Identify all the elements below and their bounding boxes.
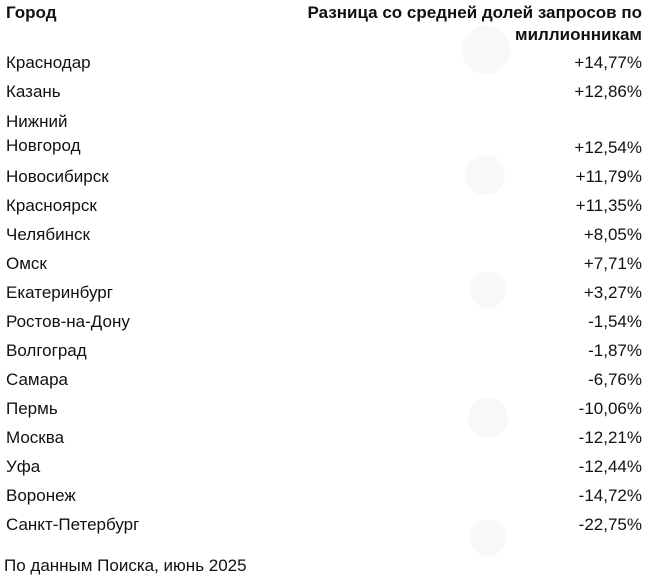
- table-row: [6, 336, 642, 365]
- row-city: Омск: [6, 253, 47, 273]
- row-value: -14,72%: [578, 485, 642, 505]
- table-row: [6, 481, 642, 510]
- table-row: [6, 510, 642, 539]
- row-value: +7,71%: [583, 253, 642, 273]
- row-value: +11,35%: [575, 195, 642, 215]
- table-header-row: [6, 2, 642, 48]
- row-value: -12,21%: [578, 427, 642, 447]
- row-city: Нижний Новгород: [6, 112, 81, 155]
- row-city: Ростов-на-Дону: [6, 311, 130, 331]
- row-value: -1,54%: [588, 311, 642, 331]
- table-row: [6, 249, 642, 278]
- row-value: -6,76%: [588, 369, 642, 389]
- row-city: Москва: [6, 427, 65, 447]
- row-city: Екатеринбург: [6, 282, 113, 302]
- table-row: [6, 307, 642, 336]
- row-city: Уфа: [6, 456, 41, 476]
- table-row: [6, 48, 642, 77]
- row-value: -12,44%: [578, 456, 642, 476]
- source-note: По данным Поиска, июнь 2025: [4, 556, 247, 575]
- table-row: [6, 278, 642, 307]
- table-row: [6, 423, 642, 452]
- table-row: [6, 394, 642, 423]
- row-city: Красноярск: [6, 195, 97, 215]
- city-ranking-table: [6, 2, 642, 539]
- table-row: [6, 365, 642, 394]
- row-city: Воронеж: [6, 485, 76, 505]
- row-value: +12,86%: [574, 81, 642, 101]
- row-city: Волгоград: [6, 340, 87, 360]
- row-value: +3,27%: [583, 282, 642, 302]
- header-diff: Разница со средней долей запросов по миллионникам: [307, 3, 642, 44]
- row-value: -1,87%: [588, 340, 642, 360]
- table-row: [6, 106, 642, 162]
- table-row: [6, 220, 642, 249]
- row-city: Челябинск: [6, 224, 90, 244]
- row-city: Пермь: [6, 398, 58, 418]
- table-row: [6, 162, 642, 191]
- row-city: Краснодар: [6, 52, 91, 72]
- table-row: [6, 77, 642, 106]
- row-city: Самара: [6, 369, 68, 389]
- row-city: Казань: [6, 81, 61, 101]
- row-value: +11,79%: [575, 166, 642, 186]
- row-city: Санкт-Петербург: [6, 514, 140, 534]
- table-row: [6, 191, 642, 220]
- row-value: -10,06%: [578, 398, 642, 418]
- row-value: +14,77%: [574, 52, 642, 72]
- row-value: +8,05%: [583, 224, 642, 244]
- row-value: +12,54%: [574, 138, 642, 157]
- table-row: [6, 452, 642, 481]
- row-city: Новосибирск: [6, 166, 109, 186]
- header-city: Город: [6, 3, 57, 22]
- row-value: -22,75%: [578, 514, 642, 534]
